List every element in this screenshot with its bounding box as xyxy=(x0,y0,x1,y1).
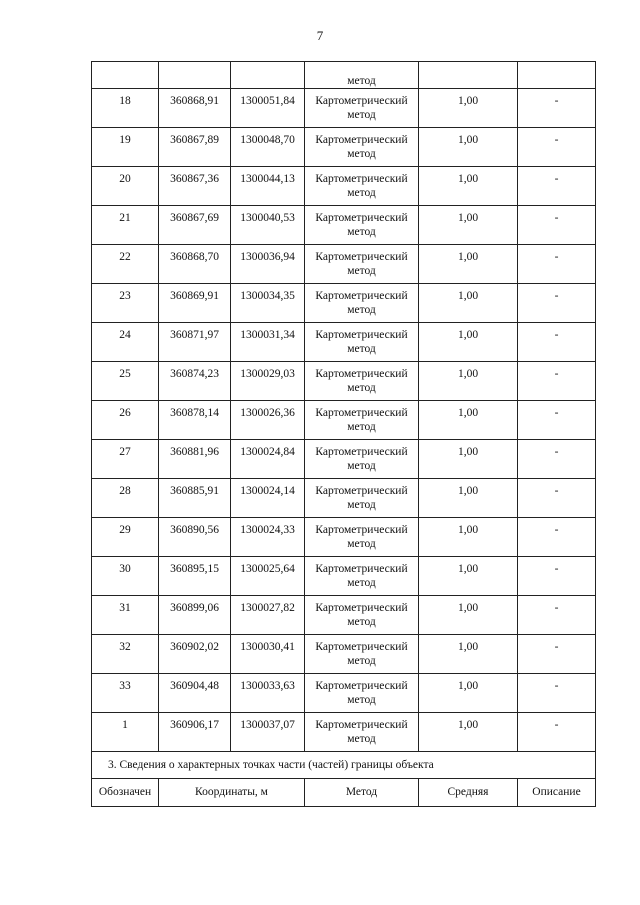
page-number: 7 xyxy=(316,28,324,43)
table-cell xyxy=(231,62,305,89)
method-line2: метод xyxy=(347,577,376,589)
table-row xyxy=(92,479,596,518)
point-number: 29 xyxy=(92,518,159,557)
point-number: 28 xyxy=(92,479,159,518)
method-line1: Картометрический xyxy=(315,329,408,341)
accuracy-value: 1,00 xyxy=(419,440,518,479)
coordinate-x: 360895,15 xyxy=(159,557,231,596)
header-accuracy: Средняя xyxy=(419,779,518,807)
method-line2: метод xyxy=(347,226,376,238)
table-row xyxy=(92,128,596,167)
point-number: 21 xyxy=(92,206,159,245)
method-line2: метод xyxy=(347,538,376,550)
method-line1: Картометрический xyxy=(315,641,408,653)
description-value: - xyxy=(518,89,596,128)
method-line2: метод xyxy=(347,304,376,316)
method-line2: метод xyxy=(347,616,376,628)
method-line2: метод xyxy=(347,733,376,745)
coordinate-y: 1300029,03 xyxy=(231,362,305,401)
header-method: Метод xyxy=(305,779,419,807)
description-value: - xyxy=(518,401,596,440)
method-line2: метод xyxy=(347,460,376,472)
table-row xyxy=(92,167,596,206)
method-line2: метод xyxy=(347,655,376,667)
table-cell xyxy=(159,62,231,89)
next-section xyxy=(92,752,596,807)
method-line2: метод xyxy=(347,265,376,277)
method-cell xyxy=(305,323,419,362)
method-cell xyxy=(305,635,419,674)
description-value: - xyxy=(518,713,596,752)
description-value: - xyxy=(518,635,596,674)
table-row xyxy=(92,440,596,479)
coordinate-y: 1300040,53 xyxy=(231,206,305,245)
coordinate-x: 360867,69 xyxy=(159,206,231,245)
coordinate-x: 360885,91 xyxy=(159,479,231,518)
method-line2: метод xyxy=(347,148,376,160)
method-cell xyxy=(305,206,419,245)
method-line2: метод xyxy=(347,382,376,394)
table-cell xyxy=(419,62,518,89)
description-value: - xyxy=(518,362,596,401)
coordinate-y: 1300024,33 xyxy=(231,518,305,557)
point-number: 24 xyxy=(92,323,159,362)
accuracy-value: 1,00 xyxy=(419,674,518,713)
table-cell: метод xyxy=(305,62,419,89)
method-line1: Картометрический xyxy=(315,680,408,692)
method-cell xyxy=(305,596,419,635)
point-number: 18 xyxy=(92,89,159,128)
table-row xyxy=(92,245,596,284)
header-coordinates: Координаты, м xyxy=(159,779,305,807)
accuracy-value: 1,00 xyxy=(419,713,518,752)
method-cell xyxy=(305,479,419,518)
method-line2: метод xyxy=(347,499,376,511)
accuracy-value: 1,00 xyxy=(419,206,518,245)
method-cell xyxy=(305,362,419,401)
coordinate-x: 360868,91 xyxy=(159,89,231,128)
coordinate-x: 360890,56 xyxy=(159,518,231,557)
table-row xyxy=(92,713,596,752)
coordinate-y: 1300031,34 xyxy=(231,323,305,362)
description-value: - xyxy=(518,167,596,206)
table-row xyxy=(92,89,596,128)
description-value: - xyxy=(518,479,596,518)
header-description: Описание xyxy=(518,779,596,807)
description-value: - xyxy=(518,128,596,167)
point-number: 32 xyxy=(92,635,159,674)
coordinate-y: 1300048,70 xyxy=(231,128,305,167)
method-line1: Картометрический xyxy=(315,524,408,536)
point-number: 23 xyxy=(92,284,159,323)
accuracy-value: 1,00 xyxy=(419,128,518,167)
table-row xyxy=(92,362,596,401)
coordinate-y: 1300051,84 xyxy=(231,89,305,128)
method-line2: метод xyxy=(347,187,376,199)
header-designation: Обозначен xyxy=(92,779,159,807)
table-continuation-row xyxy=(92,62,596,89)
coordinate-y: 1300024,14 xyxy=(231,479,305,518)
table-row xyxy=(92,674,596,713)
coordinate-x: 360904,48 xyxy=(159,674,231,713)
coordinate-x: 360867,36 xyxy=(159,167,231,206)
accuracy-value: 1,00 xyxy=(419,323,518,362)
method-cell xyxy=(305,245,419,284)
coordinate-x: 360902,02 xyxy=(159,635,231,674)
description-value: - xyxy=(518,440,596,479)
method-line1: Картометрический xyxy=(315,290,408,302)
accuracy-value: 1,00 xyxy=(419,89,518,128)
coordinates-rows xyxy=(92,89,596,752)
table-header-row xyxy=(92,779,596,807)
method-cell xyxy=(305,440,419,479)
coordinate-y: 1300027,82 xyxy=(231,596,305,635)
method-cell xyxy=(305,128,419,167)
coordinate-y: 1300025,64 xyxy=(231,557,305,596)
description-value: - xyxy=(518,284,596,323)
method-line1: Картометрический xyxy=(315,563,408,575)
coordinate-x: 360867,89 xyxy=(159,128,231,167)
coordinates-table xyxy=(91,61,596,807)
coordinate-y: 1300030,41 xyxy=(231,635,305,674)
coordinate-x: 360881,96 xyxy=(159,440,231,479)
table-row xyxy=(92,557,596,596)
description-value: - xyxy=(518,557,596,596)
coordinate-y: 1300026,36 xyxy=(231,401,305,440)
accuracy-value: 1,00 xyxy=(419,596,518,635)
description-value: - xyxy=(518,596,596,635)
point-number: 31 xyxy=(92,596,159,635)
coordinate-y: 1300044,13 xyxy=(231,167,305,206)
method-cell xyxy=(305,674,419,713)
method-line2: метод xyxy=(347,694,376,706)
description-value: - xyxy=(518,518,596,557)
coordinate-y: 1300037,07 xyxy=(231,713,305,752)
method-line2: метод xyxy=(347,421,376,433)
method-cell xyxy=(305,167,419,206)
coordinate-x: 360878,14 xyxy=(159,401,231,440)
coordinate-y: 1300036,94 xyxy=(231,245,305,284)
method-line2: метод xyxy=(347,343,376,355)
point-number: 30 xyxy=(92,557,159,596)
accuracy-value: 1,00 xyxy=(419,245,518,284)
point-number: 27 xyxy=(92,440,159,479)
table-cell xyxy=(92,62,159,89)
accuracy-value: 1,00 xyxy=(419,557,518,596)
point-number: 26 xyxy=(92,401,159,440)
method-line1: Картометрический xyxy=(315,134,408,146)
method-line1: Картометрический xyxy=(315,602,408,614)
point-number: 33 xyxy=(92,674,159,713)
section-title: 3. Сведения о характерных точках части (частей) границы объекта xyxy=(92,752,596,779)
table-row xyxy=(92,596,596,635)
method-cell xyxy=(305,89,419,128)
method-cell xyxy=(305,518,419,557)
coordinate-x: 360869,91 xyxy=(159,284,231,323)
method-line1: Картометрический xyxy=(315,485,408,497)
accuracy-value: 1,00 xyxy=(419,284,518,323)
method-line1: Картометрический xyxy=(315,251,408,263)
point-number: 22 xyxy=(92,245,159,284)
description-value: - xyxy=(518,206,596,245)
method-cell xyxy=(305,401,419,440)
table-row xyxy=(92,635,596,674)
table-row xyxy=(92,401,596,440)
accuracy-value: 1,00 xyxy=(419,635,518,674)
point-number: 1 xyxy=(92,713,159,752)
coordinate-y: 1300034,35 xyxy=(231,284,305,323)
description-value: - xyxy=(518,323,596,362)
table-row xyxy=(92,323,596,362)
method-line2: метод xyxy=(347,109,376,121)
description-value: - xyxy=(518,245,596,284)
accuracy-value: 1,00 xyxy=(419,362,518,401)
method-line1: Картометрический xyxy=(315,173,408,185)
coordinate-x: 360871,97 xyxy=(159,323,231,362)
coordinate-x: 360868,70 xyxy=(159,245,231,284)
coordinate-x: 360899,06 xyxy=(159,596,231,635)
description-value: - xyxy=(518,674,596,713)
method-line1: Картометрический xyxy=(315,95,408,107)
table-cell xyxy=(518,62,596,89)
accuracy-value: 1,00 xyxy=(419,401,518,440)
coordinate-x: 360906,17 xyxy=(159,713,231,752)
point-number: 25 xyxy=(92,362,159,401)
coordinates-table-body xyxy=(92,62,596,89)
method-cell xyxy=(305,713,419,752)
point-number: 19 xyxy=(92,128,159,167)
coordinate-y: 1300033,63 xyxy=(231,674,305,713)
accuracy-value: 1,00 xyxy=(419,479,518,518)
method-line1: Картометрический xyxy=(315,368,408,380)
method-cell xyxy=(305,557,419,596)
method-cell xyxy=(305,284,419,323)
table-row xyxy=(92,284,596,323)
table-row xyxy=(92,518,596,557)
table-row xyxy=(92,206,596,245)
method-line1: Картометрический xyxy=(315,446,408,458)
accuracy-value: 1,00 xyxy=(419,167,518,206)
method-line1: Картометрический xyxy=(315,407,408,419)
section-title-row xyxy=(92,752,596,779)
coordinate-x: 360874,23 xyxy=(159,362,231,401)
coordinate-y: 1300024,84 xyxy=(231,440,305,479)
method-line1: Картометрический xyxy=(315,212,408,224)
accuracy-value: 1,00 xyxy=(419,518,518,557)
method-line1: Картометрический xyxy=(315,719,408,731)
point-number: 20 xyxy=(92,167,159,206)
